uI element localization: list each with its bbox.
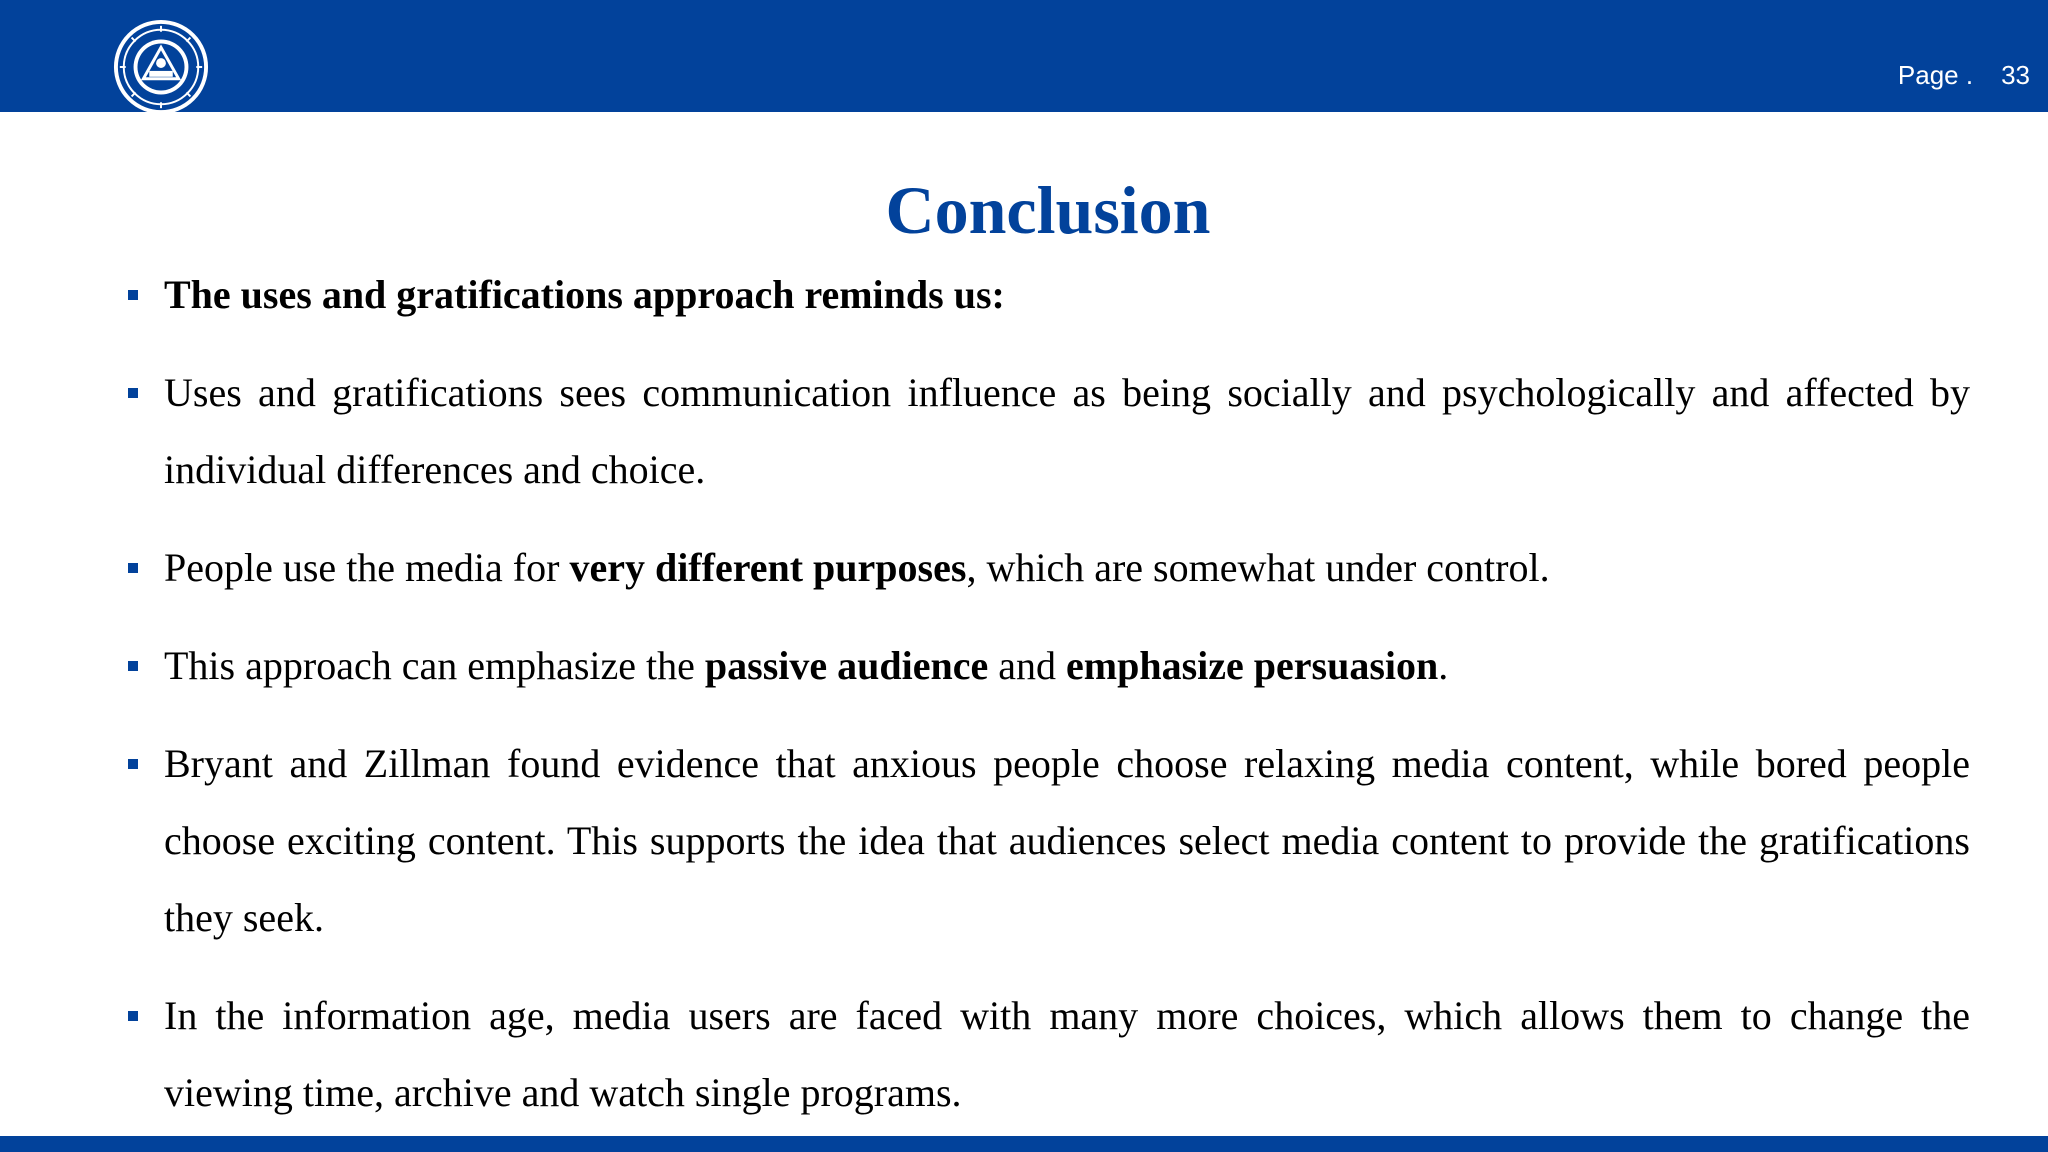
bullet-marker-icon [128,563,138,573]
bullet-marker-icon [128,388,138,398]
bullet-text [164,545,1550,590]
bullet-text [164,993,1970,1115]
bullet-marker-icon [128,661,138,671]
bullet-text [164,272,1005,317]
bullet-item [164,627,1970,704]
bold-text: very different purposes [569,545,967,590]
bullet-item [164,354,1970,508]
footer-bar [0,1136,2048,1152]
bold-text: emphasize persuasion [1066,643,1439,688]
text-segment: In the information age, media users are faced with many more choices, which allows them to change the viewing time, archive and watch single programs. [164,993,1970,1115]
text-segment: Bryant and Zillman found evidence that anxious people choose relaxing media content, while bored people choose exciting content. This supports the idea that audiences select media content to provide the gratifications they seek. [164,741,1970,940]
page-label: Page . [1897,59,1974,90]
bullet-marker-icon [128,759,138,769]
text-segment: , which are somewhat under control. [966,545,1550,590]
text-segment: . [1438,643,1449,688]
bullet-marker-icon [128,290,138,300]
bullet-text [164,741,1970,940]
bold-text: The uses and gratifications approach reminds us: [164,272,1005,317]
text-segment: and [988,643,1067,688]
bullet-marker-icon [128,1011,138,1021]
bullet-text [164,370,1970,492]
text-segment: This approach can emphasize the [164,643,705,688]
bullet-item [164,529,1970,606]
bold-text: passive audience [704,643,989,688]
text-segment: People use the media for [164,545,570,590]
bullet-item [164,256,1970,333]
page-number: 33 [2001,59,2030,90]
slide-title: Conclusion [885,172,1211,248]
text-segment: Uses and gratifications sees communication influence as being socially and psychologically and affected by individual differences and choice. [164,370,1970,492]
bullet-text [164,643,1448,688]
bullet-item [164,977,1970,1131]
bullet-item [164,725,1970,956]
